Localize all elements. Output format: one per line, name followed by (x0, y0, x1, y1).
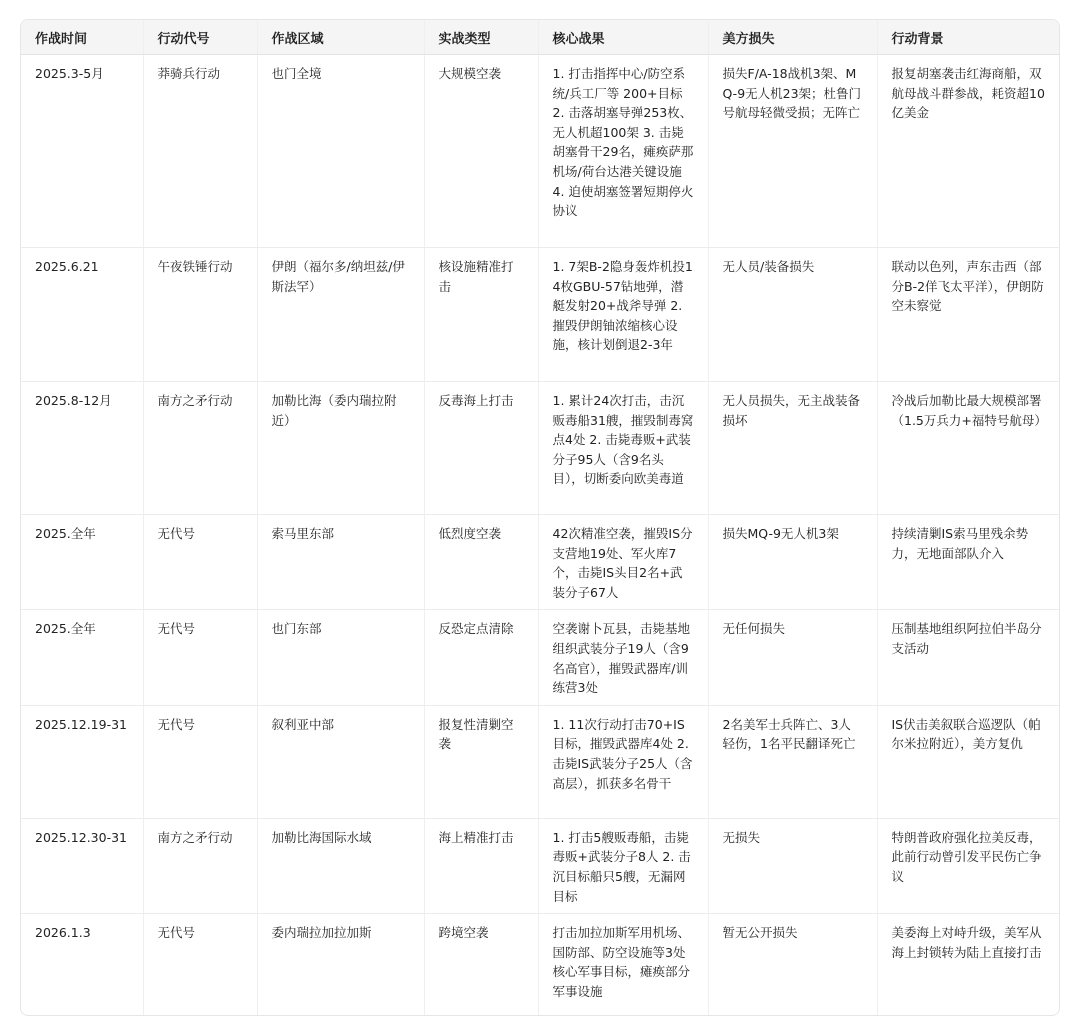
cell-results: 1. 7架B-2隐身轰炸机投14枚GBU-57钻地弹，潜艇发射20+战斧导弹 2. 摧毁伊朗铀浓缩核心设施，核计划倒退2-3年 (538, 248, 708, 382)
cell-time: 2025.全年 (21, 515, 143, 610)
cell-area: 委内瑞拉加拉加斯 (257, 914, 424, 1016)
cell-background: IS伏击美叙联合巡逻队（帕尔米拉附近），美方复仇 (877, 705, 1059, 818)
cell-background: 持续清剿IS索马里残余势力，无地面部队介入 (877, 515, 1059, 610)
cell-us-losses: 损失F/A-18战机3架、MQ-9无人机23架；杜鲁门号航母轻微受损；无阵亡 (708, 55, 877, 248)
cell-codename: 无代号 (143, 705, 257, 818)
cell-area: 也门东部 (257, 610, 424, 705)
cell-background: 联动以色列，声东击西（部分B-2佯飞太平洋），伊朗防空未察觉 (877, 248, 1059, 382)
cell-codename: 无代号 (143, 914, 257, 1016)
cell-area: 索马里东部 (257, 515, 424, 610)
cell-codename: 无代号 (143, 515, 257, 610)
header-row (21, 20, 1059, 55)
cell-time: 2025.6.21 (21, 248, 143, 382)
cell-codename: 南方之矛行动 (143, 382, 257, 515)
cell-background: 美委海上对峙升级，美军从海上封锁转为陆上直接打击 (877, 914, 1059, 1016)
cell-type: 跨境空袭 (424, 914, 538, 1016)
cell-us-losses: 无任何损失 (708, 610, 877, 705)
table-row (21, 382, 1059, 515)
cell-type: 反毒海上打击 (424, 382, 538, 515)
table-row (21, 55, 1059, 248)
cell-results: 42次精准空袭，摧毁IS分支营地19处、军火库7个，击毙IS头目2名+武装分子67人 (538, 515, 708, 610)
table-row (21, 515, 1059, 610)
header-us-losses: 美方损失 (708, 20, 877, 55)
header-results: 核心战果 (538, 20, 708, 55)
cell-results: 1. 打击指挥中心/防空系统/兵工厂等 200+目标 2. 击落胡塞导弹253枚、无人机超100架 3. 击毙胡塞骨干29名，瘫痪萨那机场/荷台达港关键设施 4. 迫使胡塞签署短期停火协议 (538, 55, 708, 248)
cell-time: 2025.12.19-31 (21, 705, 143, 818)
header-time: 作战时间 (21, 20, 143, 55)
table-row (21, 818, 1059, 913)
operations-table (21, 20, 1059, 1016)
cell-type: 核设施精准打击 (424, 248, 538, 382)
header-background: 行动背景 (877, 20, 1059, 55)
cell-codename: 午夜铁锤行动 (143, 248, 257, 382)
cell-type: 反恐定点清除 (424, 610, 538, 705)
cell-type: 海上精准打击 (424, 818, 538, 913)
cell-background: 压制基地组织阿拉伯半岛分支活动 (877, 610, 1059, 705)
table-row (21, 248, 1059, 382)
cell-time: 2025.3-5月 (21, 55, 143, 248)
cell-us-losses: 暂无公开损失 (708, 914, 877, 1016)
cell-background: 报复胡塞袭击红海商船，双航母战斗群参战，耗资超10亿美金 (877, 55, 1059, 248)
cell-us-losses: 2名美军士兵阵亡、3人轻伤，1名平民翻译死亡 (708, 705, 877, 818)
cell-results: 1. 累计24次打击，击沉贩毒船31艘，摧毁制毒窝点4处 2. 击毙毒贩+武装分子95人（含9名头目），切断委向欧美毒道 (538, 382, 708, 515)
cell-type: 大规模空袭 (424, 55, 538, 248)
cell-type: 低烈度空袭 (424, 515, 538, 610)
cell-results: 1. 打击5艘贩毒船，击毙毒贩+武装分子8人 2. 击沉目标船只5艘，无漏网目标 (538, 818, 708, 913)
cell-type: 报复性清剿空袭 (424, 705, 538, 818)
cell-us-losses: 无人员损失，无主战装备损坏 (708, 382, 877, 515)
cell-us-losses: 损失MQ-9无人机3架 (708, 515, 877, 610)
table-row (21, 914, 1059, 1016)
cell-us-losses: 无损失 (708, 818, 877, 913)
cell-background: 冷战后加勒比最大规模部署（1.5万兵力+福特号航母） (877, 382, 1059, 515)
table-header (21, 20, 1059, 55)
cell-time: 2025.8-12月 (21, 382, 143, 515)
cell-area: 加勒比海国际水域 (257, 818, 424, 913)
header-codename: 行动代号 (143, 20, 257, 55)
cell-us-losses: 无人员/装备损失 (708, 248, 877, 382)
operations-table-container (20, 19, 1060, 1016)
header-area: 作战区域 (257, 20, 424, 55)
cell-area: 伊朗（福尔多/纳坦兹/伊斯法罕） (257, 248, 424, 382)
cell-area: 叙利亚中部 (257, 705, 424, 818)
cell-codename: 莽骑兵行动 (143, 55, 257, 248)
cell-codename: 南方之矛行动 (143, 818, 257, 913)
cell-results: 1. 11次行动打击70+IS目标，摧毁武器库4处 2. 击毙IS武装分子25人（含高层），抓获多名骨干 (538, 705, 708, 818)
cell-codename: 无代号 (143, 610, 257, 705)
cell-area: 也门全境 (257, 55, 424, 248)
cell-time: 2026.1.3 (35, 925, 91, 941)
cell-time: 2025.全年 (21, 610, 143, 705)
cell-background: 特朗普政府强化拉美反毒，此前行动曾引发平民伤亡争议 (877, 818, 1059, 913)
table-body (21, 55, 1059, 1017)
table-row (21, 610, 1059, 705)
cell-time: 2025.12.30-31 (21, 818, 143, 913)
cell-results: 空袭谢卜瓦县，击毙基地组织武装分子19人（含9名高官），摧毁武器库/训练营3处 (538, 610, 708, 705)
header-type: 实战类型 (424, 20, 538, 55)
table-row (21, 705, 1059, 818)
cell-area: 加勒比海（委内瑞拉附近） (257, 382, 424, 515)
cell-results: 打击加拉加斯军用机场、国防部、防空设施等3处核心军事目标，瘫痪部分军事设施 (538, 914, 708, 1016)
